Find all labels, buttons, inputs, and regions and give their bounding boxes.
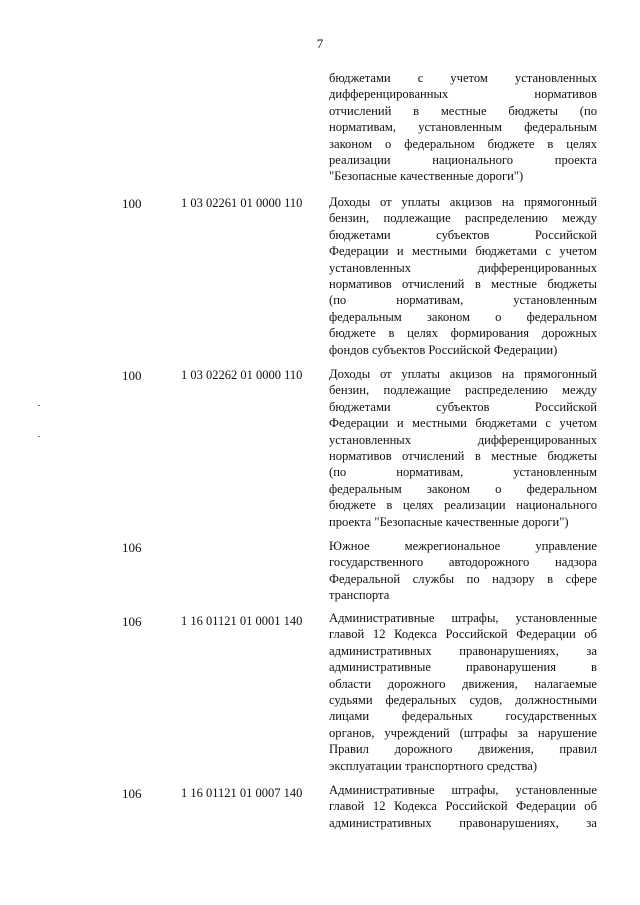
description-line: бензин, подлежащие распределению между — [329, 383, 597, 398]
description-line: главой 12 Кодекса Российской Федерации об — [329, 627, 597, 642]
description-line: Южное межрегиональное управление — [329, 539, 597, 553]
scan-speck — [38, 436, 40, 437]
description-line: (по нормативам, установленным — [329, 293, 597, 308]
description-line: отчислений в местные бюджеты (по — [329, 103, 597, 118]
description-line: главой 12 Кодекса Российской Федерации об — [329, 799, 597, 814]
description-line: органов, учреждений (штрафы за нарушение — [329, 725, 597, 740]
kbk-code: 1 03 02261 01 0000 110 — [181, 196, 303, 210]
description-line: бюджете в целях реализации национального — [329, 498, 597, 513]
scan-specks — [38, 405, 40, 467]
admin-code: 106 — [122, 540, 142, 555]
description-line: административных правонарушениях, за — [329, 643, 597, 658]
description-line: области дорожного движения, налагаемые — [329, 676, 597, 691]
description-line: бюджетами субъектов Российской — [329, 227, 597, 242]
description-line: установленных дифференцированных — [329, 432, 597, 447]
description-line: федеральным законом о федеральном — [329, 481, 597, 496]
description-line: Доходы от уплаты акцизов на прямогонный — [329, 195, 597, 209]
description-line: транспорта — [329, 588, 390, 603]
description-line: бюджетами субъектов Российской — [329, 399, 597, 414]
description-line: бензин, подлежащие распределению между — [329, 211, 597, 226]
continuation-description — [329, 70, 597, 185]
description-line: дифференцированных нормативов — [329, 87, 597, 102]
kbk-code: 1 16 01121 01 0007 140 — [181, 786, 303, 800]
kbk-code: 1 03 02262 01 0000 110 — [181, 368, 303, 382]
admin-code: 100 — [122, 368, 142, 383]
description-line: Административные штрафы, установленные — [329, 783, 597, 797]
page-number: 7 — [316, 36, 324, 51]
admin-code: 100 — [122, 196, 142, 211]
description-line: (по нормативам, установленным — [329, 465, 597, 480]
description-line: федеральным законом о федеральном — [329, 309, 597, 324]
description-line: нормативов отчислений в местные бюджеты — [329, 276, 597, 291]
description-line: административные правонарушения в — [329, 660, 597, 675]
description-line: государственного автодорожного надзора — [329, 555, 597, 570]
description-line: нормативов отчислений в местные бюджеты — [329, 448, 597, 463]
row-description — [329, 538, 597, 604]
description-line: Доходы от уплаты акцизов на прямогонный — [329, 367, 597, 381]
row-description — [329, 782, 597, 831]
description-line: законом о федеральном бюджете в целях — [329, 136, 597, 151]
description-line: нормативам, установленным федеральным — [329, 120, 597, 135]
description-line: реализации национального проекта — [329, 152, 597, 167]
description-line: эксплуатации транспортного средства) — [329, 758, 538, 773]
admin-code: 106 — [122, 786, 142, 801]
row-description — [329, 610, 597, 774]
scan-speck — [38, 405, 40, 406]
description-line: лицами федеральных государственных — [329, 709, 597, 724]
description-line: Федерации и местными бюджетами с учетом — [329, 244, 597, 259]
description-line: проекта "Безопасные качественные дороги") — [329, 514, 569, 529]
description-line: Федеральной службы по надзору в сфере — [329, 571, 597, 586]
description-line: "Безопасные качественные дороги") — [329, 169, 524, 184]
description-line: фондов субъектов Российской Федерации) — [329, 342, 558, 357]
admin-code: 106 — [122, 614, 142, 629]
description-line: Правил дорожного движения, правил — [329, 742, 597, 757]
description-line: бюджете в целях формирования дорожных — [329, 326, 597, 341]
description-line: установленных дифференцированных — [329, 260, 597, 275]
row-description — [329, 194, 597, 358]
row-description — [329, 366, 597, 530]
description-line: бюджетами с учетом установленных — [329, 71, 597, 85]
description-line: Административные штрафы, установленные — [329, 611, 597, 625]
kbk-code: 1 16 01121 01 0001 140 — [181, 614, 303, 628]
description-line: Федерации и местными бюджетами с учетом — [329, 416, 597, 431]
description-line: судьями федеральных судов, должностными — [329, 692, 597, 707]
description-line: административных правонарушениях, за — [329, 815, 597, 830]
